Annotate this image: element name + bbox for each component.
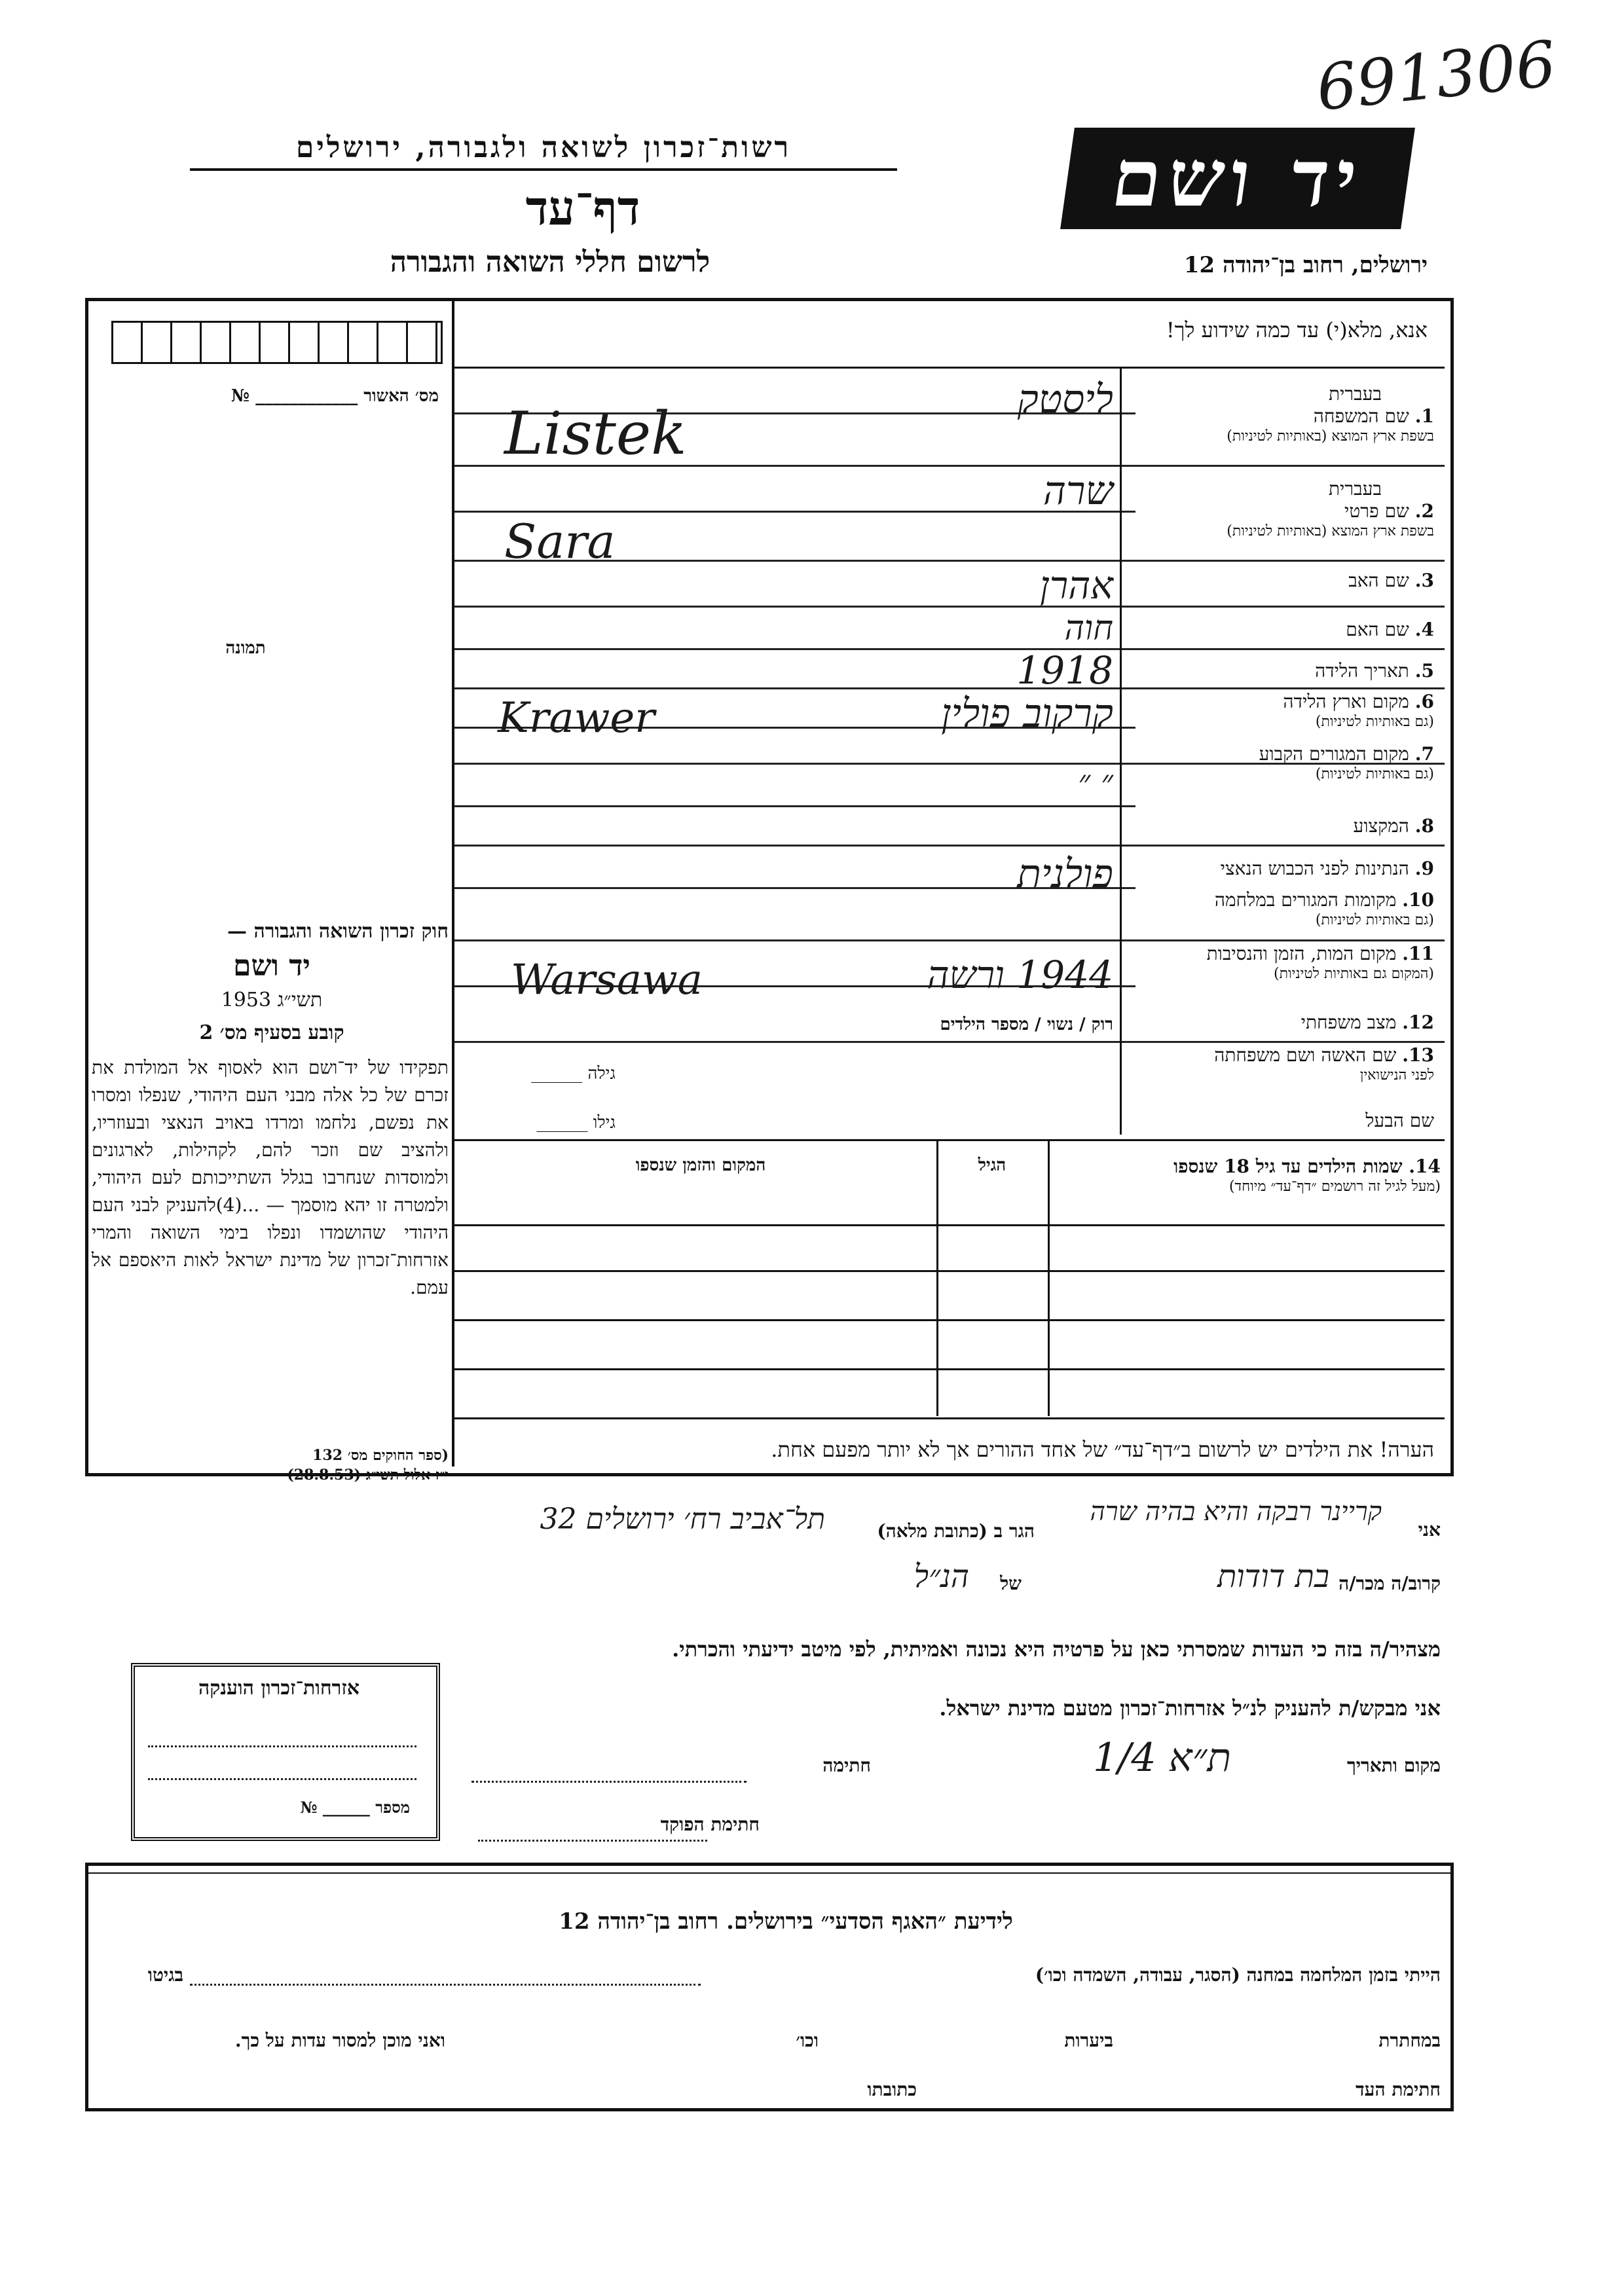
children-col-place: המקום והזמן שנספו xyxy=(635,1156,766,1175)
declarant-name[interactable]: קריינר רבקה והיא בהיה שרה xyxy=(1090,1497,1382,1527)
field-11-label: 11. מקום המות, הזמן והנסיבות (המקום גם באותיות לטיניות) xyxy=(1206,943,1434,982)
nationality-value[interactable]: פולנית xyxy=(1017,851,1113,897)
intro-text: אנא, מלא(י) עד כמה שידוע לך! xyxy=(1166,318,1428,342)
place-date-row: מקום ותאריך ת״א 1/4 חתימה xyxy=(458,1735,1441,1794)
residence-value[interactable]: ״ ״ xyxy=(1078,763,1113,801)
bottom-line-1: הייתי בזמן המלחמה במחנה (הסגר, עבודה, השמדה וכו׳) בגיטו xyxy=(147,1964,1441,1986)
archive-number: 691306 xyxy=(1313,27,1560,125)
official-signature-label: חתימת הפוקד xyxy=(660,1813,760,1835)
relation-value[interactable]: בת דודות xyxy=(1217,1558,1329,1595)
surname-hebrew[interactable]: ליסטק xyxy=(1017,376,1113,422)
children-title: 14. שמות הילדים עד גיל 18 שנספו (מעל לגיל זה רושמים ״דף־עד״ מיוחד) xyxy=(1173,1156,1441,1195)
declarant-relation: קרוב/ה מכר/ה בת דודות של הנ״ל xyxy=(458,1558,1441,1604)
marital-options[interactable]: רוק / נשוי / מספר הילדים xyxy=(940,1015,1113,1034)
mother-name-value[interactable]: חוה xyxy=(1064,609,1113,648)
field-9-label: 9. הנתינות לפני הכבוש הנאצי xyxy=(1220,858,1434,879)
field-2-label: בעברית 2. שם פרטי בשפת ארץ המוצא (באותיות לטיניות) xyxy=(1227,478,1434,539)
law-clause: קובע בסעיף מס׳ 2 xyxy=(199,1021,344,1044)
law-year: תשי״ג 1953 xyxy=(221,989,323,1011)
relation-of-value[interactable]: הנ״ל xyxy=(913,1558,969,1595)
law-ref-date: י״ז אלול תשי״ג (28.8.53) xyxy=(287,1467,449,1484)
law-text: תפקידו של יד־ושם הוא לאסוף אל המולדת את זכרם של כל אלה מבני העם היהודי, שנפלו ומסרו את נפשם, נלחמו ומרדו באויב הנאצי ובעוזריו, ולהציב שם וזכר להם, לקהילות, לארגונים ולמוסדות שנחרבו בגלל השתייכותם לעם היהודי, ולמטרה זו יהא מוסמך — ...(4)להעניק לבני העם היהודי שהושמדו ונפלו בימי השואה והמרי אזרחות־זכרון של מדינת ישראל לאות היאספם אל עמם. xyxy=(92,1057,449,1298)
yad-vashem-logo: יד ושם xyxy=(1060,128,1415,229)
declarant-address[interactable]: תל־אביב רח׳ ירושלים 32 xyxy=(540,1503,825,1536)
form-title: דף־עד xyxy=(525,180,640,236)
field-3-label: 3. שם האב xyxy=(1348,570,1434,591)
left-panel-divider xyxy=(452,301,454,1467)
field-5-label: 5. תאריך הלידה xyxy=(1315,660,1434,682)
law-name: יד ושם xyxy=(233,949,310,983)
law-ref: (ספר החוקים מס׳ 132 xyxy=(312,1447,449,1464)
field-7-label: 7. מקום המגורים הקבוע (גם באותיות לטיניות) xyxy=(1259,743,1434,782)
birth-place-hebrew[interactable]: קרקוב פולין xyxy=(941,691,1113,737)
field-8-label: 8. המקצוע xyxy=(1353,815,1434,837)
field-13-label: 13. שם האשה ושם משפחתה לפני הנישואין xyxy=(1214,1044,1434,1084)
field-1-label: בעברית 1. שם המשפחה בשפת ארץ המוצא (באותיות לטיניות) xyxy=(1227,383,1434,445)
field-6-label: 6. מקום וארץ הלידה (גם באותיות לטיניות) xyxy=(1283,691,1434,730)
form-subtitle: לרשום חללי השואה והגבורה xyxy=(390,246,710,279)
bottom-line-2: במחתרת ביערות וכו׳ ואני מוכן למסור עדות על כך. xyxy=(234,2030,1441,2051)
authority-line: רשות־זכרון לשואה ולגבורה, ירושלים xyxy=(190,131,897,171)
declaration-text: מצהיר/ה בזה כי העדות שמסרתי כאן על פרטיה היא נכונה ואמיתית, לפי מיטב ידיעתי והכרתי. xyxy=(672,1637,1441,1662)
request-text: אני מבקש/ת להעניק לנ״ל אזרחות־זכרון מטעם מדינת ישראל. xyxy=(939,1696,1441,1721)
bottom-line-3: חתימת העד כתובתו xyxy=(867,2079,1441,2100)
place-date-value[interactable]: ת״א 1/4 xyxy=(1092,1735,1231,1781)
signature[interactable] xyxy=(471,1735,747,1783)
declarant-i: אני קריינר רבקה והיא בהיה שרה הגר ב (כתובת מלאה) תל־אביב רח׳ ירושלים 32 xyxy=(458,1506,1441,1552)
birth-date-value[interactable]: 1918 xyxy=(1016,648,1113,693)
father-name-value[interactable]: אהרן xyxy=(1039,563,1113,608)
husband-age-label: גילו ______ xyxy=(536,1113,616,1133)
address: ירושלים, רחוב בן־יהודה 12 xyxy=(1183,252,1428,278)
official-signature[interactable] xyxy=(478,1794,707,1842)
cert-label: מס׳ האשור ____________ № xyxy=(231,386,439,406)
law-title: חוק זכרון השואה והגבורה — xyxy=(227,920,449,943)
wife-age-label: גילה ______ xyxy=(531,1064,616,1084)
field-4-label: 4. שם האם xyxy=(1346,619,1434,640)
bottom-title: לידיעת ״האגף הסדעי״ בירושלים. רחוב בן־יהודה 12 xyxy=(559,1908,1013,1935)
firstname-hebrew[interactable]: שרה xyxy=(1043,468,1113,514)
birth-place-latin[interactable]: Krawer xyxy=(498,694,655,742)
photo-label: תמונה xyxy=(225,638,266,658)
firstname-latin[interactable]: Sara xyxy=(504,514,616,569)
cert-number-boxes xyxy=(111,321,443,364)
field-12-label: 12. מצב משפחתי xyxy=(1301,1011,1434,1033)
surname-latin[interactable]: Listek xyxy=(504,399,687,468)
death-place-hebrew[interactable]: 1944 ורשה xyxy=(927,953,1113,997)
children-col-age: הגיל xyxy=(978,1156,1006,1175)
honor-box: אזרחות־זכרון הוענקה מספר ______ № xyxy=(131,1663,440,1841)
husband-label: שם הבעל xyxy=(1365,1110,1434,1131)
field-10-label: 10. מקומות המגורים במלחמה (גם באותיות לטיניות) xyxy=(1214,889,1434,928)
death-place-latin[interactable]: Warsawa xyxy=(511,956,703,1004)
remark: הערה! את הילדים יש לרשום ב״דף־עד״ של אחד ההורים אך לא יותר מפעם אחת. xyxy=(771,1437,1434,1462)
